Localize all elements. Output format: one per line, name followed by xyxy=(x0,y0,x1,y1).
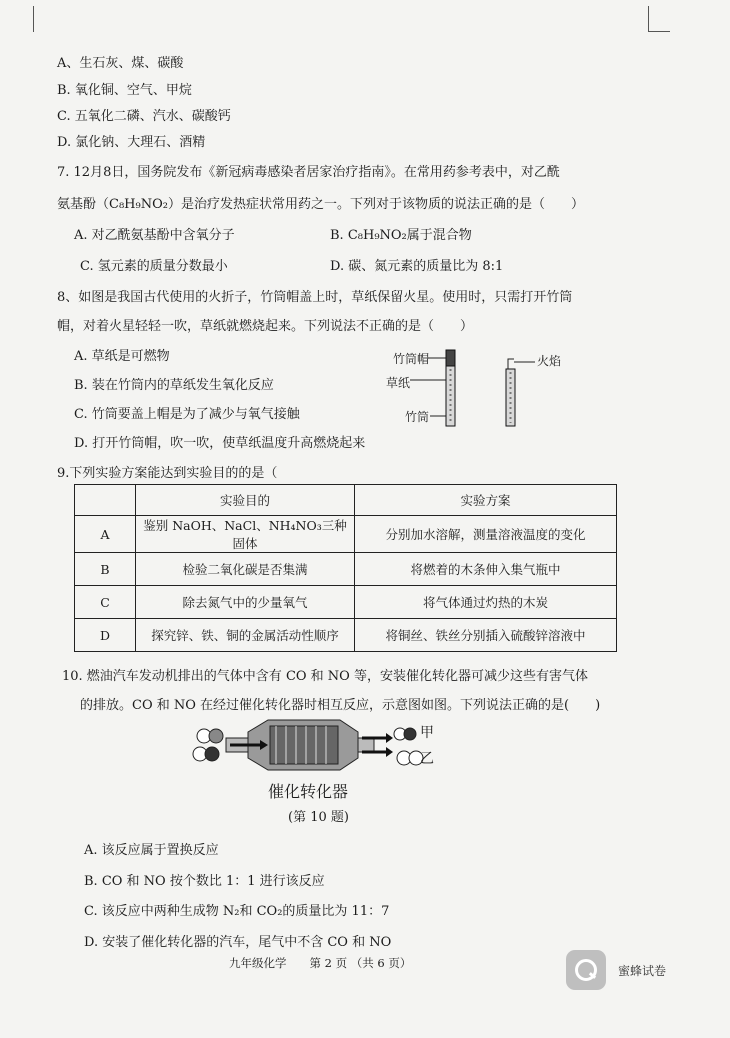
row-purpose: 鉴别 NaOH、NaCl、NH₄NO₃三种固体 xyxy=(136,516,355,553)
q10-stem-line2: 的排放。CO 和 NO 在经过催化转化器时相互反应，示意图如图。下列说法正确的是( ) xyxy=(80,698,601,713)
q9-stem: 9.下列实验方案能达到实验目的的是（ xyxy=(57,466,278,481)
row-purpose: 检验二氧化碳是否集满 xyxy=(136,553,355,586)
table-row xyxy=(75,619,617,652)
product-label-yi: 乙 xyxy=(420,751,434,767)
table-row xyxy=(75,586,617,619)
q7-option-d: D. 碳、氮元素的质量比为 8:1 xyxy=(330,259,504,274)
q8-stem-line2: 帽，对着火星轻轻一吹，草纸就燃烧起来。下列说法不正确的是（ ） xyxy=(57,319,474,334)
table-row xyxy=(75,553,617,586)
q7-option-c: C. 氢元素的质量分数最小 xyxy=(80,259,228,274)
row-plan: 将气体通过灼热的木炭 xyxy=(355,586,617,619)
q7-option-a: A. 对乙酰氨基酚中含氧分子 xyxy=(74,228,235,243)
row-plan: 将铜丝、铁丝分别插入硫酸锌溶液中 xyxy=(355,619,617,652)
q7-stem-line2: 氨基酚（C₈H₉NO₂）是治疗发热症状常用药之一。下列对于该物质的说法正确的是（ ） xyxy=(57,197,584,212)
row-label: B xyxy=(75,553,136,586)
q10-option-d: D. 安装了催化转化器的汽车，尾气中不含 CO 和 NO xyxy=(84,935,392,950)
q8-option-c: C. 竹筒要盖上帽是为了减少与氧气接触 xyxy=(74,407,300,422)
q8-stem-line1: 8、如图是我国古代使用的火折子，竹筒帽盖上时，草纸保留火星。使用时，只需打开竹筒 xyxy=(57,290,573,305)
page-footer: 九年级化学 第 2 页 （共 6 页） xyxy=(229,956,412,970)
row-label: D xyxy=(75,619,136,652)
fire-starter-figure xyxy=(380,345,550,430)
figure-caption: 催化转化器 xyxy=(268,782,349,801)
fig-label-cap: 竹筒帽 xyxy=(393,352,430,366)
q7-stem-line1: 7. 12月8日，国务院发布《新冠病毒感染者居家治疗指南》。在常用药参考表中，对乙酰 xyxy=(57,165,560,180)
table-header-plan: 实验方案 xyxy=(355,485,617,516)
corner-mark-right xyxy=(648,6,649,32)
figure-number: (第 10 题) xyxy=(288,810,349,825)
q6-option-d: D. 氯化钠、大理石、酒精 xyxy=(57,135,206,150)
corner-mark-left xyxy=(33,6,34,32)
row-plan: 将燃着的木条伸入集气瓶中 xyxy=(355,553,617,586)
q6-option-c: C. 五氧化二磷、汽水、碳酸钙 xyxy=(57,109,231,124)
watermark-text: 蜜蜂试卷 xyxy=(618,964,667,978)
fig-label-tube: 竹筒 xyxy=(405,410,430,424)
product-label-jia: 甲 xyxy=(420,725,434,741)
table-row xyxy=(75,516,617,553)
q10-option-b: B. CO 和 NO 按个数比 1：1 进行该反应 xyxy=(84,874,325,889)
q10-option-a: A. 该反应属于置换反应 xyxy=(84,843,219,858)
q9-experiment-table xyxy=(74,484,617,652)
fig-label-flame: 火焰 xyxy=(537,354,562,368)
row-label: A xyxy=(75,516,136,553)
fig-label-paper: 草纸 xyxy=(386,376,411,390)
table-header-row xyxy=(75,485,617,516)
q8-option-a: A. 草纸是可燃物 xyxy=(74,349,170,364)
q10-option-c: C. 该反应中两种生成物 N₂和 CO₂的质量比为 11：7 xyxy=(84,904,390,919)
row-purpose: 探究锌、铁、铜的金属活动性顺序 xyxy=(136,619,355,652)
row-plan: 分别加水溶解，测量溶液温度的变化 xyxy=(355,516,617,553)
q7-option-b: B. C₈H₉NO₂属于混合物 xyxy=(330,228,472,243)
q10-stem-line1: 10. 燃油汽车发动机排出的气体中含有 CO 和 NO 等，安装催化转化器可减少这些有害气体 xyxy=(62,669,588,684)
table-header-blank xyxy=(75,485,136,516)
catalytic-converter-figure xyxy=(190,712,450,780)
q8-option-b: B. 装在竹筒内的草纸发生氧化反应 xyxy=(74,378,274,393)
corner-mark-right-h xyxy=(648,31,670,32)
row-purpose: 除去氮气中的少量氧气 xyxy=(136,586,355,619)
row-label: C xyxy=(75,586,136,619)
q6-option-b: B. 氧化铜、空气、甲烷 xyxy=(57,83,192,98)
watermark-logo xyxy=(566,950,606,990)
q8-option-d: D. 打开竹筒帽，吹一吹，使草纸温度升高燃烧起来 xyxy=(74,436,366,451)
q6-option-a: A、生石灰、煤、碳酸 xyxy=(57,56,184,71)
table-header-purpose: 实验目的 xyxy=(136,485,355,516)
